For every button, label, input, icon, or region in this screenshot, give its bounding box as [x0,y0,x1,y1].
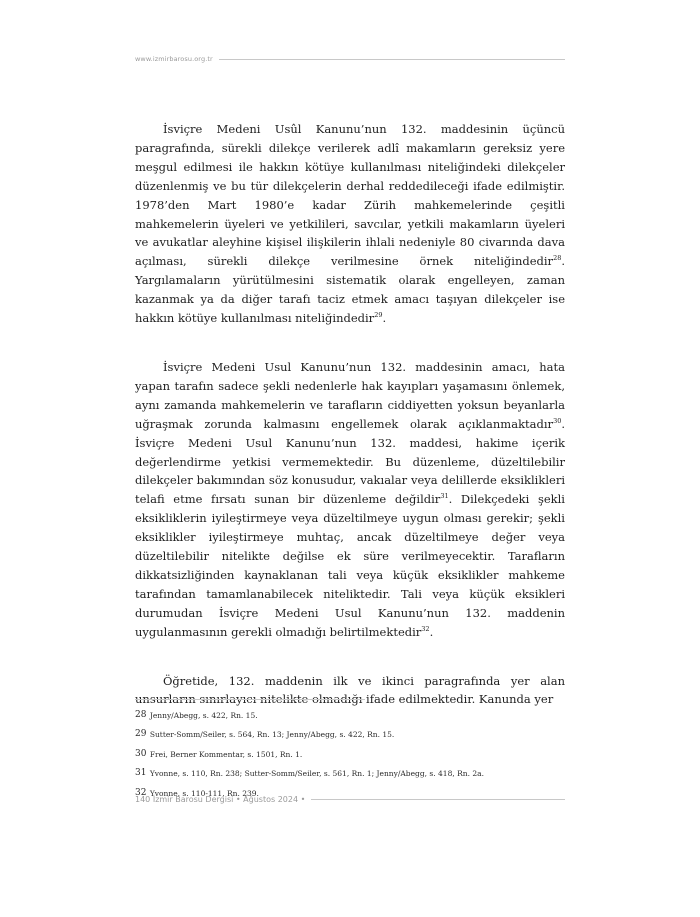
footnote-31 [135,764,565,783]
footnote-number: 30 [135,748,147,759]
footnote-text: Frei, Berner Kommentar, s. 1501, Rn. 1. [149,749,303,759]
footnote-29 [135,725,565,744]
running-header [135,55,565,63]
running-footer [135,795,565,804]
footnote-ref-28: 28 [553,254,562,263]
footnotes [135,706,565,803]
paragraph-3 [135,672,565,710]
footer-separator: • [235,795,241,804]
footnote-text: Yvonne, s. 110-111, Rn. 239. [149,788,259,798]
page-number: 140 [135,795,151,804]
footer-rule [311,799,565,800]
body-text [135,120,565,739]
footnote-number: 32 [135,787,147,798]
paragraph-text: . Yargılamaların yürütülmesini sistematik olarak engelleyen, zaman kazanmak ya da diğer tarafı taciz etmek amacı taşıyan dilekçeler ise hakkın kötüye kullanılması niteliğindedir [135,254,565,326]
footnote-ref-32: 32 [421,624,430,633]
issue-date: Ağustos 2024 [243,795,299,804]
paragraph-2 [135,358,565,642]
footnote-separator [135,699,365,700]
header-rule [219,59,565,60]
journal-name: İzmir Barosu Dergisi [152,795,234,804]
footnote-28 [135,706,565,725]
footnote-ref-29: 29 [374,311,383,320]
paragraph-text: . [382,311,387,326]
footnote-text: Yvonne, s. 110, Rn. 238; Sutter-Somm/Seiler, s. 561, Rn. 1; Jenny/Abegg, s. 418, Rn. 2a. [149,769,484,779]
footnote-text: Jenny/Abegg, s. 422, Rn. 15. [149,711,258,720]
paragraph-text: . İsviçre Medeni Usul Kanunu’nun 132. maddesi, hakime içerik değerlendirme yetkisi vermemektedir. Bu düzenleme, düzeltilebilir dilekçeler bakımından söz konusudur, vakıalar veya delillerde eksiklikleri telafi etme fırsatı sunan bir düzenleme değildir [135,416,565,507]
footer-separator: • [300,795,306,804]
footnote-number: 29 [135,729,147,740]
header-url: www.izmirbarosu.org.tr [135,55,213,63]
footer-text [135,795,305,804]
footnote-30 [135,745,565,764]
paragraph-text: İsviçre Medeni Usûl Kanunu’nun 132. maddesinin üçüncü paragrafında, sürekli dilekçe verilerek adlî makamların gereksiz yere meşgul edilmesi ile hakkın kötüye kullanılması niteliğindeki dilekçeler düzenlenmiş ve bu tür dilekçelerin derhal reddedileceği ifade edilmiştir. 1978’den Mart 1980’e kadar Zürih mahkemelerinde çeşitli mahkemelerin üyeleri ve yetkilileri, savcılar, yetkili makamların üyeleri ve avukatlar aleyhine kişisel ilişkilerin ihlali nedeniyle 80 civarında dava açılması, sürekli dilekçe verilmesine örnek niteliğindedir [135,122,565,269]
footnote-ref-30: 30 [553,416,562,425]
paragraph-1 [135,120,565,328]
footnote-number: 31 [135,768,147,779]
paragraph-text: . Dilekçedeki şekli eksikliklerin iyileştirmeye veya düzeltilmeye uygun olması gerekir; şekli eksiklikler iyileştirmeye muhtaç, ancak düzeltilmeye değer veya düzeltilebilir nitelikte değilse ek süre verilmeyecektir. Tarafların dikkatsizliğinden kaynaklanan tali veya küçük eksiklikler mahkeme tarafından tamamlanabilecek niteliktedir. Tali veya küçük eksikleri durumudan İsviçre Medeni Usul Kanunu’nun 132. maddenin uygulanmasının gerekli olmadığı belirtilmektedir [135,492,565,639]
footnote-text: Sutter-Somm/Seiler, s. 564, Rn. 13; Jenny/Abegg, s. 422, Rn. 15. [149,730,395,740]
paragraph-text: İsviçre Medeni Usul Kanunu’nun 132. maddesinin amacı, hata yapan tarafın sadece şekli nedenlerle hak kayıpları yaşamasını önlemek, aynı zamanda mahkemelerin ve tarafların ciddiyetten yoksun beyanlarla uğraşmak zorunda kalmasını engellemek olarak açıklanmaktadır [135,359,565,431]
paragraph-text: . [429,624,434,639]
footnote-number: 28 [135,710,147,720]
paragraph-text: Öğretide, 132. maddenin ilk ve ikinci paragrafında yer alan unsurların sınırlayıcı nitelikte olmadığı ifade edilmektedir. Kanunda yer [135,673,565,707]
footnote-ref-31: 31 [440,492,449,501]
